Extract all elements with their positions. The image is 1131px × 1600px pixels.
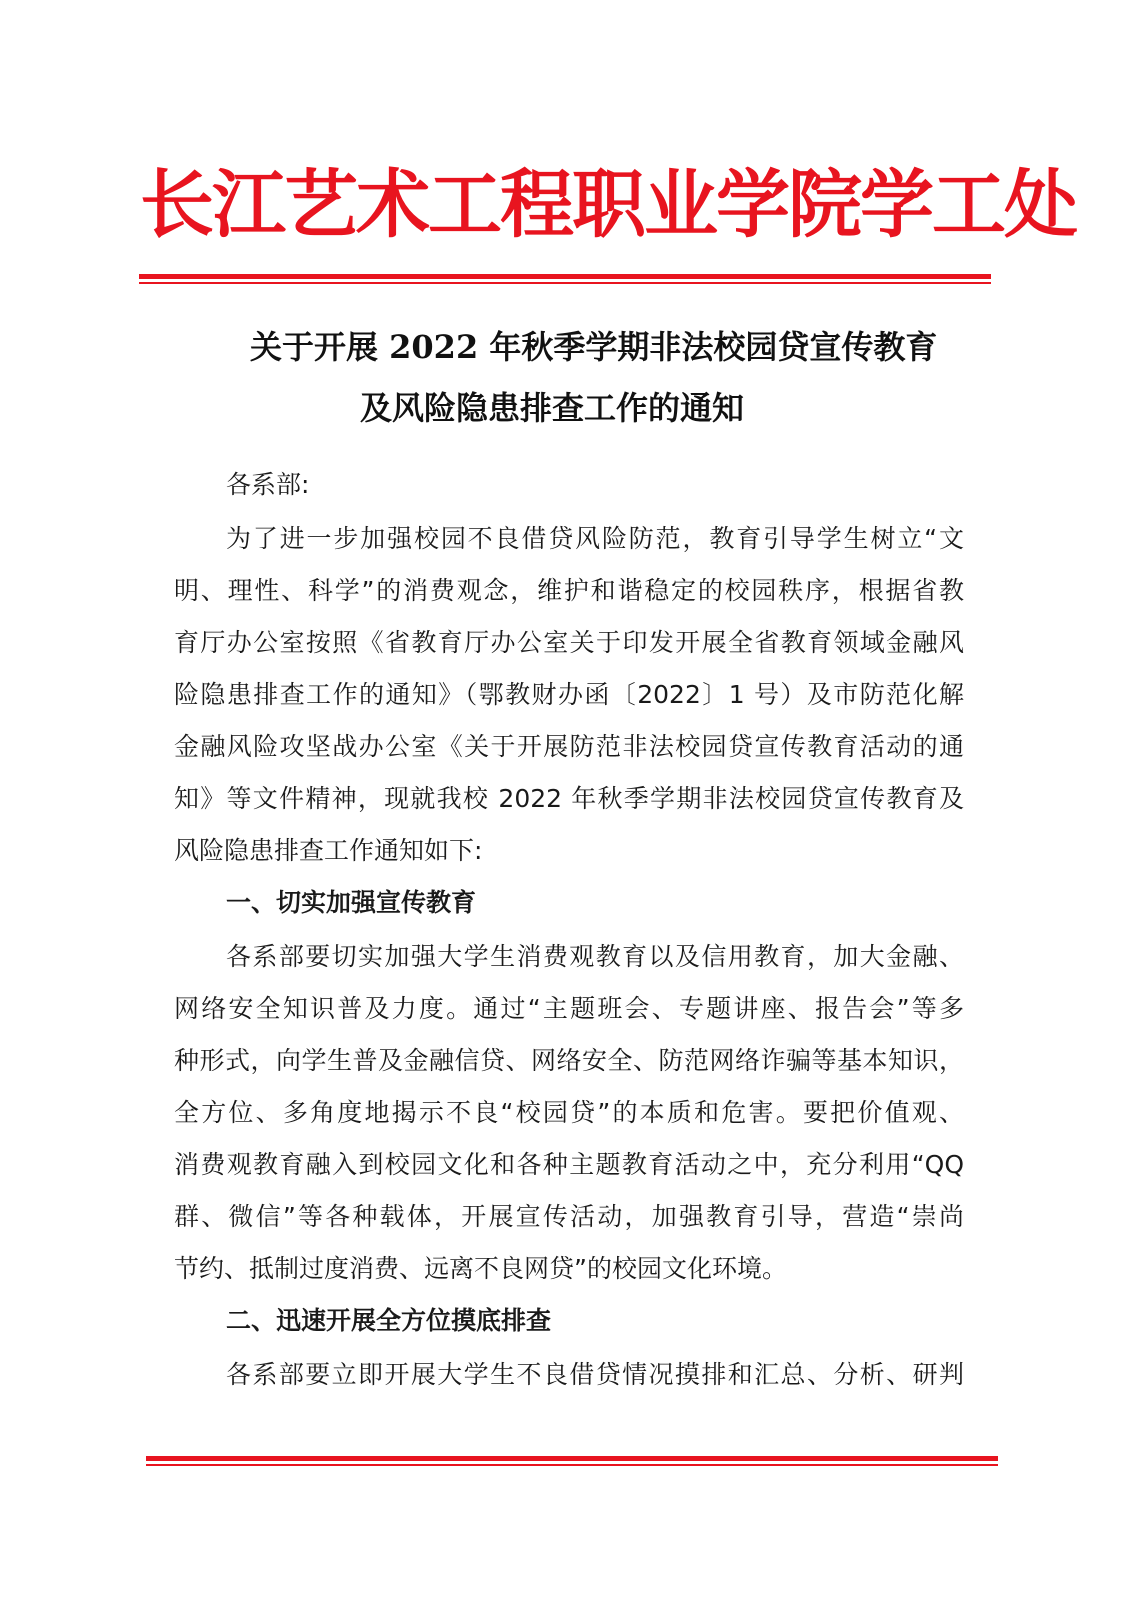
paragraph-line: 全方位、多角度地揭示不良“校园贷”的本质和危害。要把价值观、 — [174, 1098, 964, 1127]
document-title-line-2: 及风险隐患排查工作的通知 — [360, 389, 745, 427]
footer-divider-thin — [146, 1464, 998, 1466]
paragraph-line: 消费观教育融入到校园文化和各种主题教育活动之中，充分利用“QQ — [174, 1150, 964, 1179]
paragraph-line: 育厅办公室按照《省教育厅办公室关于印发开展全省教育领域金融风 — [174, 628, 964, 657]
paragraph-line: 风险隐患排查工作通知如下: — [174, 836, 483, 865]
paragraph-line: 金融风险攻坚战办公室《关于开展防范非法校园贷宣传教育活动的通 — [174, 732, 964, 761]
section-heading-1: 一、切实加强宣传教育 — [226, 888, 477, 917]
paragraph-line: 群、微信”等各种载体，开展宣传活动，加强教育引导，营造“崇尚 — [174, 1202, 964, 1231]
paragraph-line: 知》等文件精神，现就我校 2022 年秋季学期非法校园贷宣传教育及 — [174, 784, 964, 813]
paragraph-line: 节约、抵制过度消费、远离不良网贷”的校园文化环境。 — [174, 1254, 787, 1283]
masthead-divider-thick — [139, 274, 991, 279]
paragraph-line: 各系部要切实加强大学生消费观教育以及信用教育，加大金融、 — [226, 942, 964, 971]
section-heading-2: 二、迅速开展全方位摸底排查 — [226, 1306, 552, 1335]
paragraph-line: 各系部要立即开展大学生不良借贷情况摸排和汇总、分析、研判 — [226, 1360, 964, 1389]
paragraph-line: 为了进一步加强校园不良借贷风险防范，教育引导学生树立“文 — [226, 524, 964, 553]
paragraph-line: 明、理性、科学”的消费观念，维护和谐稳定的校园秩序，根据省教 — [174, 576, 964, 605]
document-title-line-1: 关于开展 2022 年秋季学期非法校园贷宣传教育 — [250, 328, 938, 366]
paragraph-line: 网络安全知识普及力度。通过“主题班会、专题讲座、报告会”等多 — [174, 994, 964, 1023]
footer-divider-thick — [146, 1456, 998, 1461]
masthead-divider-thin — [139, 282, 991, 284]
paragraph-line: 种形式，向学生普及金融信贷、网络安全、防范网络诈骗等基本知识， — [174, 1046, 964, 1075]
masthead-title: 长江艺术工程职业学院学工处 — [140, 162, 1076, 248]
paragraph-line: 险隐患排查工作的通知》（鄂教财办函〔2022〕1 号）及市防范化解 — [174, 680, 964, 709]
salutation: 各系部: — [226, 470, 310, 499]
